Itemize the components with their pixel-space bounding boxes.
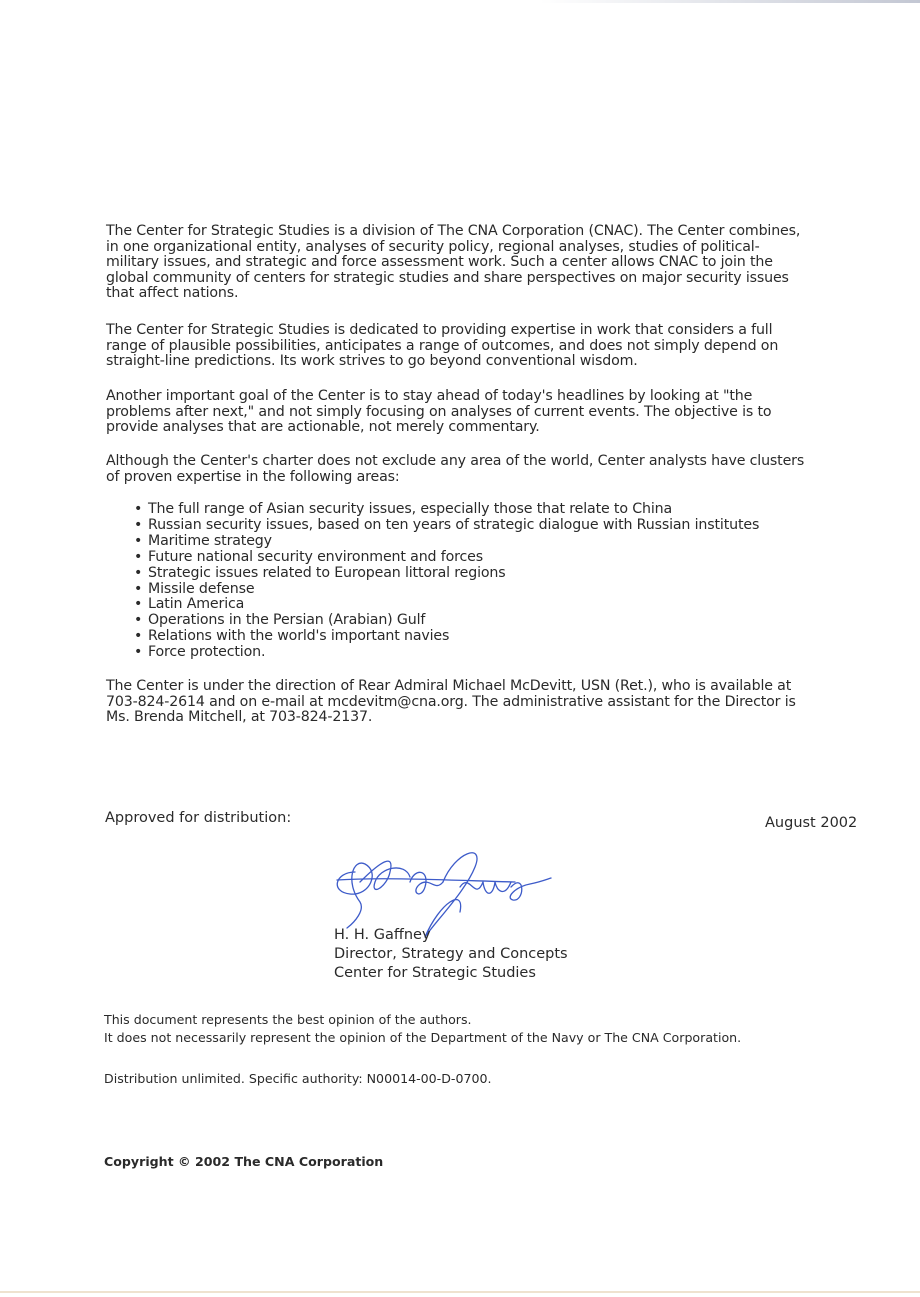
list-item: • Operations in the Persian (Arabian) Gulf (134, 612, 426, 629)
approval-date: August 2002 (765, 815, 858, 831)
mission-paragraph: The Center for Strategic Studies is dedicated to providing expertise in work that considers a full range of plausible possibilities, anticipates a range of outcomes, and does not simply depend on straight-line predictions. Its work strives to go beyond conventional wisdom. (106, 322, 779, 369)
signer-title: Director, Strategy and Concepts (334, 946, 568, 962)
bullet-icon: • (134, 548, 143, 565)
bullet-icon: • (134, 516, 143, 533)
signer-org: Center for Strategic Studies (334, 965, 536, 981)
bullet-icon: • (134, 564, 143, 581)
list-item: • Force protection. (134, 644, 266, 661)
disclaimer (104, 1011, 741, 1046)
list-item: • Relations with the world's important navies (134, 628, 450, 645)
bullet-icon: • (134, 628, 143, 645)
distribution-statement: Distribution unlimited. Specific authority: N00014-00-D-0700. (104, 1071, 492, 1086)
copyright-notice: Copyright © 2002 The CNA Corporation (104, 1154, 384, 1169)
bullet-icon: • (134, 596, 143, 613)
list-item: • Maritime strategy (134, 532, 272, 549)
signer-name: H. H. Gaffney (334, 927, 431, 943)
list-item: • Russian security issues, based on ten years of strategic dialogue with Russian institutes (134, 516, 760, 533)
approval-label: Approved for distribution: (105, 810, 292, 826)
bullet-icon: • (134, 612, 143, 629)
bullet-icon: • (134, 532, 143, 549)
expertise-paragraph: Although the Center's charter does not exclude any area of the world, Center analysts have clusters of proven expertise in the following areas: (106, 453, 805, 485)
bullet-icon: • (134, 501, 143, 517)
list-item: • Latin America (134, 596, 245, 613)
disclaimer-line: It does not necessarily represent the opinion of the Department of the Navy or The CNA Corporation. (104, 1029, 742, 1045)
scan-bottom-edge (0, 1291, 920, 1293)
bullet-icon: • (134, 644, 143, 661)
scan-edge-shade (540, 0, 920, 3)
bullet-icon: • (134, 580, 143, 597)
list-item: • Strategic issues related to European littoral regions (134, 564, 506, 581)
signer-block (334, 926, 568, 983)
intro-paragraph: The Center for Strategic Studies is a division of The CNA Corporation (CNAC). The Center combines, in one organizational entity, analyses of security policy, regional analyses, studies of political-military issues, and strategic and force assessment work. Such a center allows CNAC to join the global community of centers for strategic studies and share perspectives on major security issues that affect nations. (106, 223, 801, 301)
list-item: • The full range of Asian security issues, especially those that relate to China (134, 501, 673, 517)
list-item: • Future national security environment and forces (134, 548, 483, 565)
list-item: • Missile defense (134, 580, 255, 597)
disclaimer-line: This document represents the best opinion of the authors. (104, 1012, 472, 1027)
expertise-list (134, 502, 759, 661)
director-paragraph: The Center is under the direction of Rear Admiral Michael McDevitt, USN (Ret.), who is available at 703-824-2614 and on e-mail at mcdevitm@cna.org. The administrative assistant for the Director is Ms. Brenda Mitchell, at 703-824-2137. (106, 678, 796, 725)
goal-paragraph: Another important goal of the Center is to stay ahead of today's headlines by looking at "the problems after next," and not simply focusing on analyses of current events. The objective is to provide analyses that are actionable, not merely commentary. (106, 388, 772, 435)
